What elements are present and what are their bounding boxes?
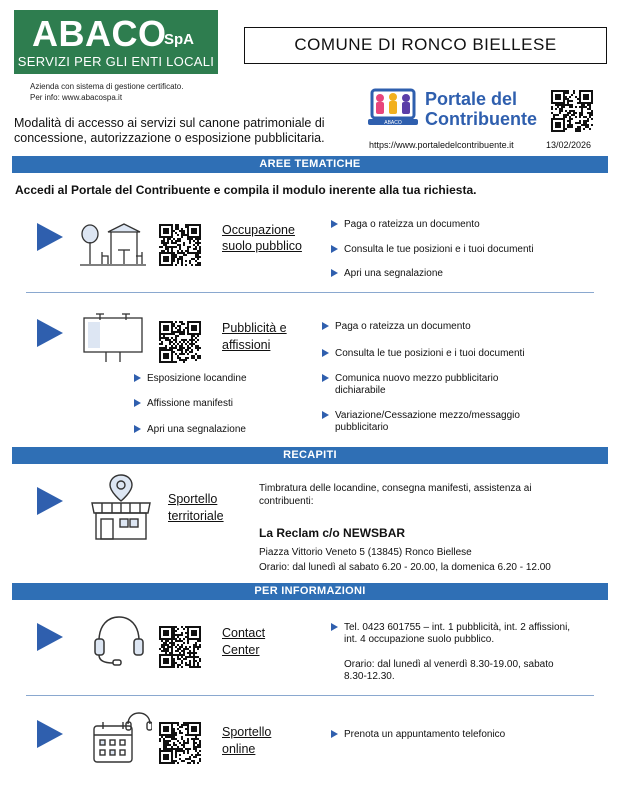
divider [26,695,594,696]
portal-title [425,89,537,129]
list-item-label: Apri una segnalazione [344,268,443,279]
contact-phone-text: Tel. 0423 601755 – int. 1 pubblicità, int. 2 affissioni, int. 4 occupazione suolo pubblico. [344,622,571,645]
pubblicita-qr-code[interactable] [159,321,201,363]
shop-location-icon [88,473,154,541]
portal-qr-code[interactable] [551,90,593,132]
bullet-arrow-icon [322,374,329,382]
list-item[interactable] [331,219,480,231]
online-title-line-2: online [222,742,256,756]
list-item[interactable] [331,729,505,741]
portal-title-line-1: Portale del [425,89,518,109]
intro-text: Modalità di accesso ai servizi sul canone patrimoniale di concessione, autorizzazione o esposizione pubblicitaria. [14,116,325,145]
bullet-arrow-icon [331,245,338,253]
sportello-online-link[interactable] [222,724,271,758]
contact-center-qr-code[interactable] [159,626,201,668]
bullet-arrow-icon [134,374,141,382]
bullet-arrow-icon [322,411,329,419]
bullet-arrow-icon [322,349,329,357]
sportello-online-qr-code[interactable] [159,722,201,764]
bullet-arrow-icon [331,730,338,738]
list-item[interactable] [331,244,534,256]
bullet-arrow-icon [322,322,329,330]
list-item-label: Paga o rateizza un documento [335,321,471,332]
arrow-icon [37,623,63,651]
list-item-label: Affissione manifesti [147,398,233,409]
list-item-label: Esposizione locandine [147,373,247,384]
contact-title-line-2: Center [222,643,260,657]
list-item-label: Prenota un appuntamento telefonico [344,729,506,740]
contact-hours: Orario: dal lunedì al venerdì 8.30-19.00, sabato 8.30-12.30. [344,659,554,682]
list-item-label: Variazione/Cessazione mezzo/messaggio pubblicitario [335,410,520,433]
list-item-label: Consulta le tue posizioni e i tuoi documenti [344,244,534,255]
list-item[interactable] [322,373,525,397]
sportello-address: Piazza Vittorio Veneto 5 (13845) Ronco Biellese [259,547,472,558]
logo-tagline: SERVIZI PER GLI ENTI LOCALI [17,54,215,69]
contact-phone[interactable] [331,622,574,646]
list-item[interactable] [134,424,246,436]
contact-title-line-1: Contact [222,626,266,640]
portal-url-link[interactable]: https://www.portaledelcontribuente.it [369,140,514,150]
occupazione-title-line-2: suolo pubblico [222,239,302,253]
sportello-hours: Orario: dal lunedì al sabato 6.20 - 20.00, la domenica 6.20 - 12.00 [259,562,551,573]
logo-spa: SpA [164,31,194,48]
band-aree-tematiche: AREE TEMATICHE [12,156,608,173]
list-item[interactable] [322,410,545,434]
pubblicita-title-line-2: affissioni [222,338,271,352]
portal-badge: ABACO [384,120,402,126]
arrow-icon [37,319,63,347]
cert-line-2: Per info: www.abacospa.it [30,93,123,102]
divider [26,292,594,293]
cert-line-1: Azienda con sistema di gestione certificato. [30,82,184,91]
list-item-label: Consulta le tue posizioni e i tuoi documenti [335,348,525,359]
list-item[interactable] [331,268,443,280]
band-per-informazioni: PER INFORMAZIONI [12,583,608,600]
list-item[interactable] [134,398,233,410]
list-item[interactable] [134,373,247,385]
online-title-line-1: Sportello [222,725,272,739]
certification-note [30,81,183,103]
billboard-icon [80,312,146,364]
list-item[interactable] [322,348,525,360]
headset-icon [91,611,147,667]
bullet-arrow-icon [331,623,338,631]
list-item[interactable] [322,321,471,333]
sportello-title-line-1: Sportello [168,492,218,506]
sportello-description: Timbratura delle locandine, consegna manifesti, assistenza ai contribuenti: [259,483,532,507]
bullet-arrow-icon [134,425,141,433]
portal-title-line-2: Contribuente [425,109,537,129]
calendar-headset-icon [90,710,152,766]
outdoor-seating-icon [78,220,148,268]
occupazione-suolo-pubblico-link[interactable] [222,222,302,254]
pubblicita-title-line-1: Pubblicità e [222,321,287,335]
sportello-name: La Reclam c/o NEWSBAR [259,526,406,540]
sportello-title-line-2: territoriale [168,509,224,523]
occupazione-qr-code[interactable] [159,224,201,266]
band-recapiti: RECAPITI [12,447,608,464]
occupazione-title-line-1: Occupazione [222,223,295,237]
bullet-arrow-icon [331,269,338,277]
logo-name: ABACO [32,13,167,54]
document-date: 13/02/2026 [546,140,592,150]
pubblicita-affissioni-link[interactable] [222,320,287,354]
comune-title: COMUNE DI RONCO BIELLESE [244,27,607,64]
bullet-arrow-icon [331,220,338,228]
contact-center-link[interactable] [222,625,265,659]
list-item-label: Comunica nuovo mezzo pubblicitario dichiarabile [335,373,499,396]
list-item-label: Paga o rateizza un documento [344,219,480,230]
abaco-logo [14,10,218,74]
portal-logo-icon [366,86,420,132]
arrow-icon [37,223,63,251]
aree-lead-text: Accedi al Portale del Contribuente e compila il modulo inerente alla tua richiesta. [15,183,477,197]
arrow-icon [37,487,63,515]
arrow-icon [37,720,63,748]
bullet-arrow-icon [134,399,141,407]
sportello-territoriale-link[interactable] [168,491,224,525]
list-item-label: Apri una segnalazione [147,424,246,435]
